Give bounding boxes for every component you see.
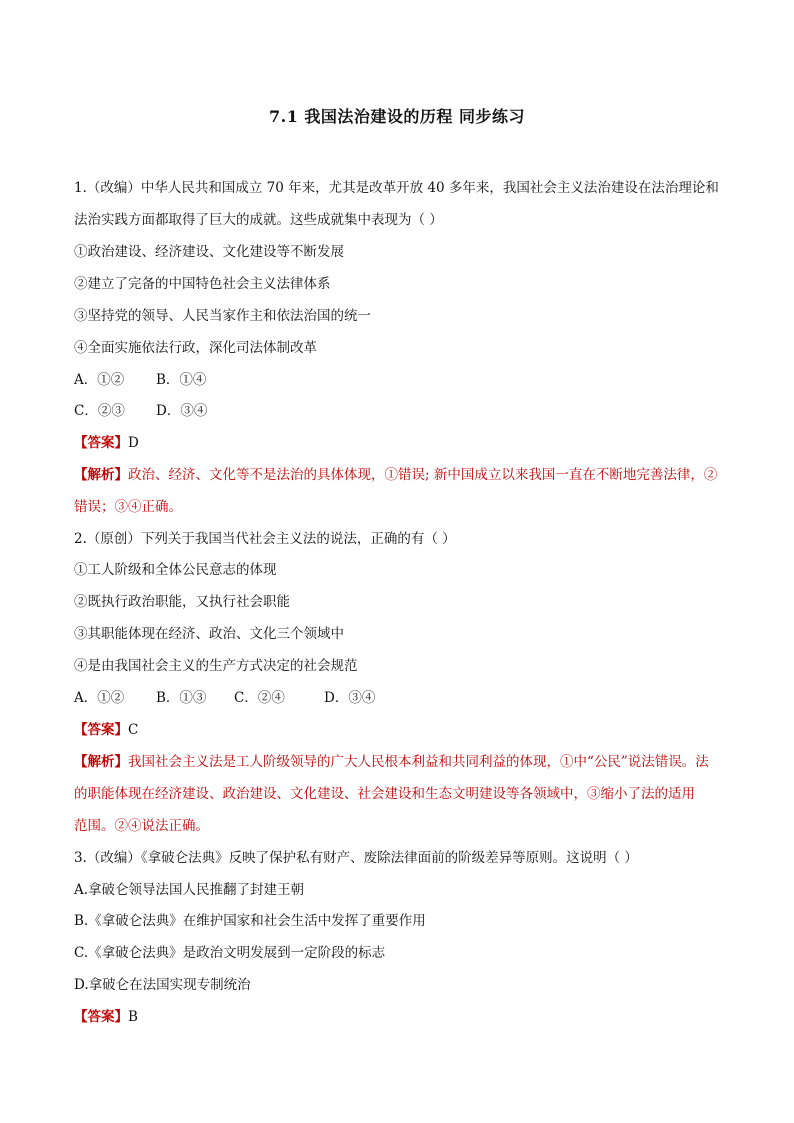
q2-item-2: ②既执行政治职能，又执行社会职能 <box>74 594 290 610</box>
q2-analysis-line-1 <box>74 750 726 770</box>
q2-analysis-text-1: 我国社会主义法是工人阶级领导的广大人民根本利益和共同利益的体现，①中“公民”说法错误。法 <box>128 754 709 770</box>
q1-analysis-line-1 <box>74 463 726 483</box>
q1-answer <box>74 431 726 451</box>
q2-analysis-line-2: 的职能体现在经济建设、政治建设、文化建设、社会建设和生态文明建设等各领域中，③缩小了法的适用 <box>74 786 695 802</box>
q1-option-a: A．①② <box>74 372 125 388</box>
q2-item-1: ①工人阶级和全体公民意志的体现 <box>74 562 277 578</box>
q2-item-4: ④是由我国社会主义的生产方式决定的社会规范 <box>74 658 358 674</box>
q2-answer-label: 【答案】 <box>74 722 128 738</box>
q1-analysis-line-2: 错误；③④正确。 <box>74 499 182 515</box>
q1-item-2: ②建立了完备的中国特色社会主义法律体系 <box>74 276 331 292</box>
q1-option-b: B．①④ <box>156 372 207 388</box>
q1-option-c: C．②③ <box>74 403 125 419</box>
q3-answer-label: 【答案】 <box>74 1009 128 1025</box>
q3-stem-line-1: 3.（改编）《拿破仑法典》反映了保护私有财产、废除法律面前的阶级差异等原则。这说明（ ） <box>74 850 638 866</box>
q2-analysis-line-3: 范围。②④说法正确。 <box>74 818 209 834</box>
q1-answer-value: D <box>128 435 139 451</box>
q2-option-b: B．①③ <box>156 690 207 706</box>
q1-analysis-text-1: 政治、经济、文化等不是法治的具体体现，①错误; 新中国成立以来我国一直在不断地完善法律，② <box>128 467 718 483</box>
q2-option-a: A．①② <box>74 690 125 706</box>
q2-option-d: D．③④ <box>324 690 376 706</box>
q2-stem-line-1: 2.（原创）下列关于我国当代社会主义法的说法，正确的有（ ） <box>74 531 456 547</box>
q1-options-row-1 <box>74 368 726 388</box>
q3-answer-value: B <box>128 1009 138 1025</box>
q2-item-3: ③其职能体现在经济、政治、文化三个领域中 <box>74 626 344 642</box>
q3-option-a: A.拿破仑领导法国人民推翻了封建王朝 <box>74 882 305 898</box>
q3-answer <box>74 1005 726 1025</box>
q1-answer-label: 【答案】 <box>74 435 128 451</box>
q1-stem-line-2: 法治实践方面都取得了巨大的成就。这些成就集中表现为（ ） <box>74 212 443 228</box>
q1-item-4: ④全面实施依法行政，深化司法体制改革 <box>74 340 317 356</box>
q1-item-3: ③坚持党的领导、人民当家作主和依法治国的统一 <box>74 308 371 324</box>
q1-analysis-label: 【解析】 <box>74 467 128 483</box>
q3-option-c: C.《拿破仑法典》是政治文明发展到一定阶段的标志 <box>74 945 386 961</box>
q1-item-1: ①政治建设、经济建设、文化建设等不断发展 <box>74 244 344 260</box>
q1-stem-line-1: 1.（改编）中华人民共和国成立 70 年来，尤其是改革开放 40 多年来，我国社会主义法治建设在法治理论和 <box>74 180 719 196</box>
q3-option-d: D.拿破仑在法国实现专制统治 <box>74 977 251 993</box>
q2-option-c: C．②④ <box>234 690 285 706</box>
q2-analysis-label: 【解析】 <box>74 754 128 770</box>
page-title: 7.1 我国法治建设的历程 同步练习 <box>269 107 525 126</box>
q2-options-row <box>74 686 726 706</box>
q2-answer <box>74 718 726 738</box>
q1-option-d: D．③④ <box>156 403 208 419</box>
q3-option-b: B.《拿破仑法典》在维护国家和社会生活中发挥了重要作用 <box>74 913 426 929</box>
q1-options-row-2 <box>74 399 726 419</box>
q2-answer-value: C <box>128 722 139 738</box>
